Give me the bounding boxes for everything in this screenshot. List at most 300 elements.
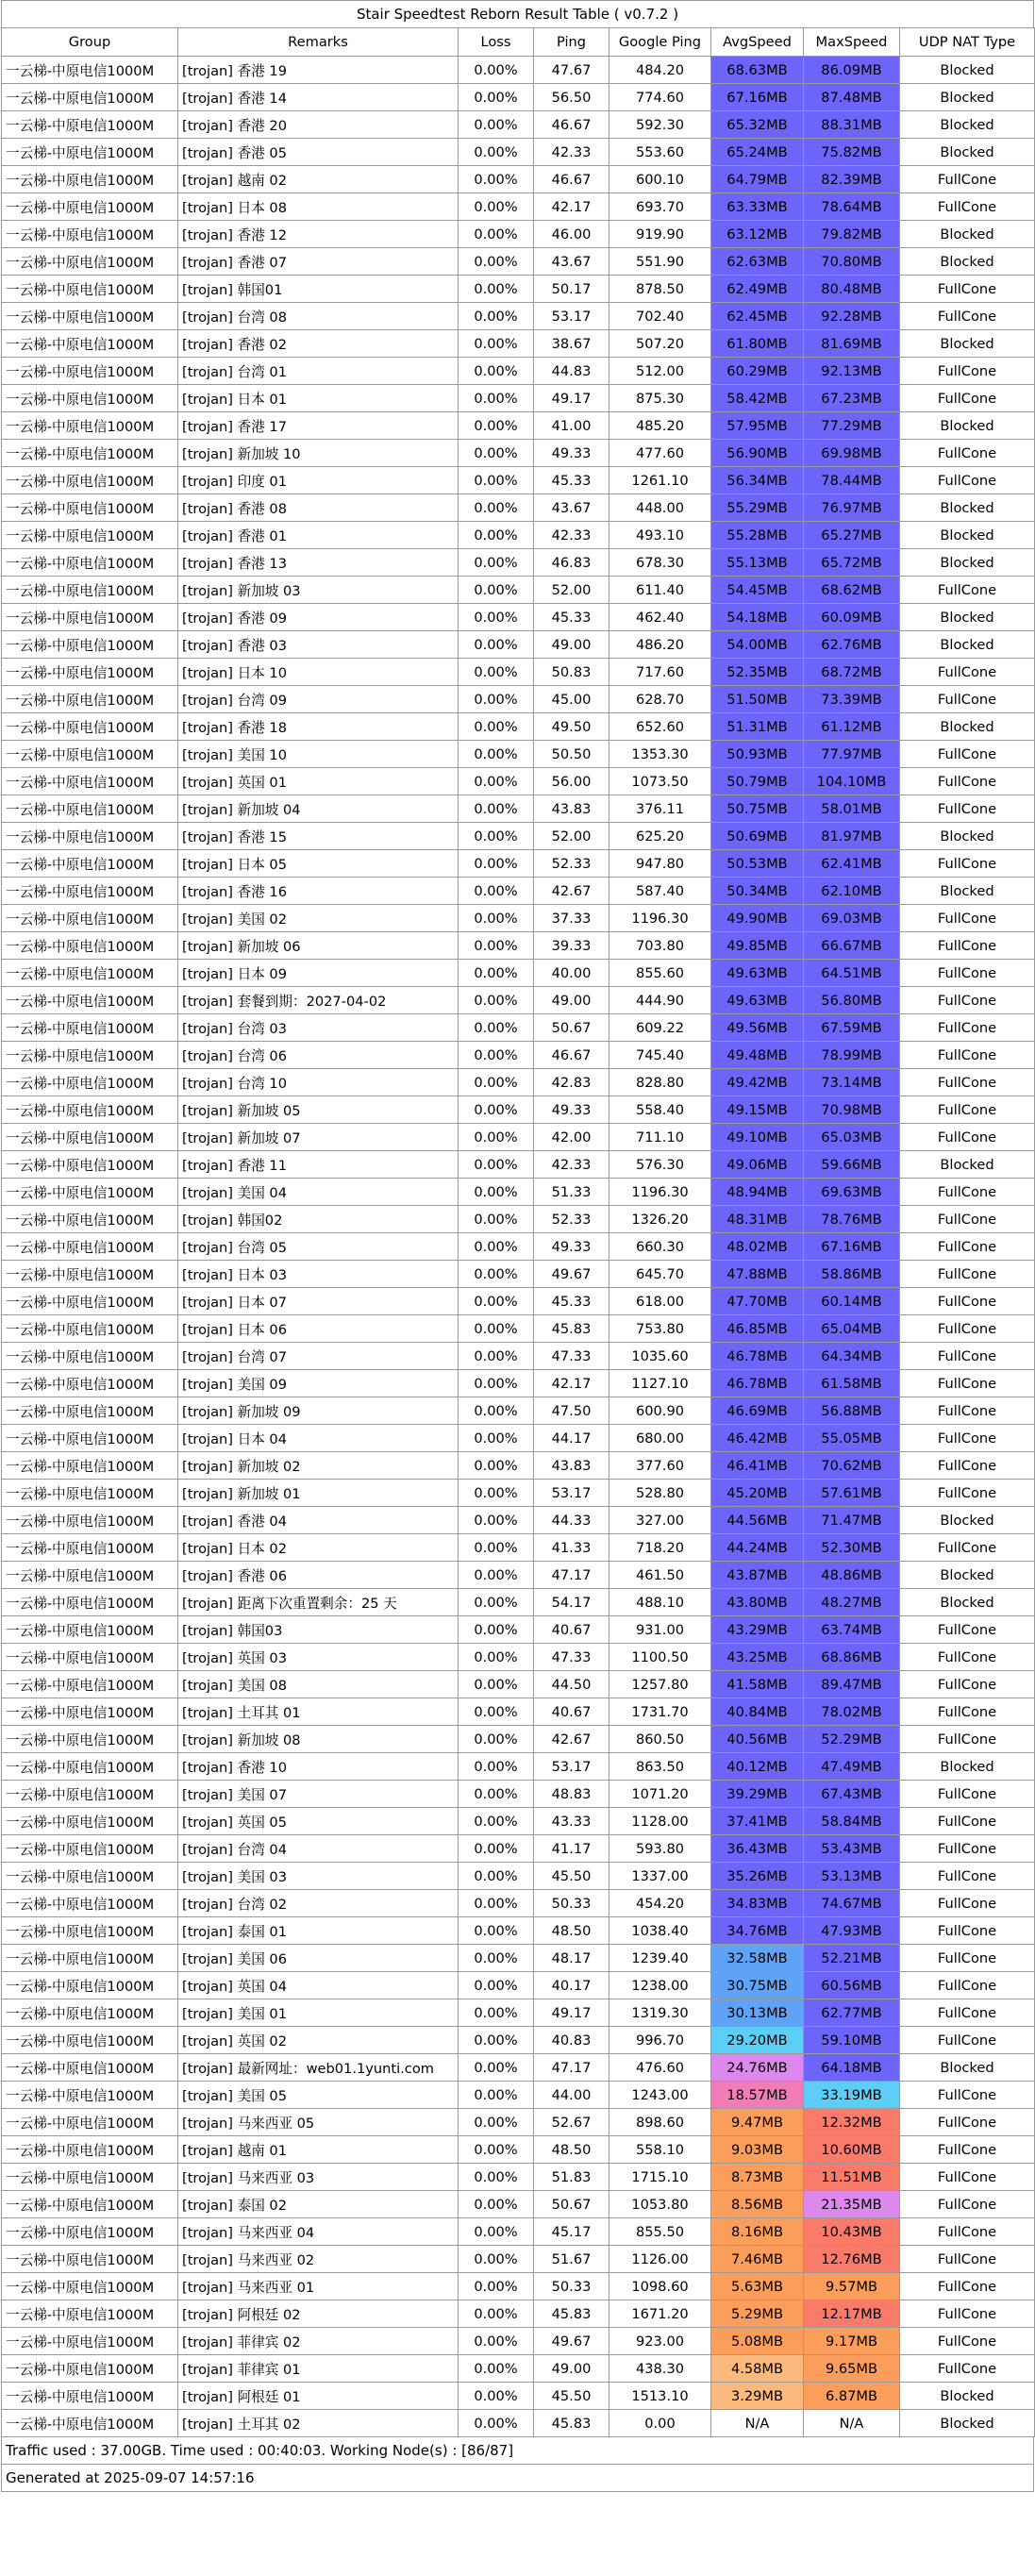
remarks-cell: [trojan] 美国 08 [178,1671,459,1698]
udp-nat-cell: FullCone [900,932,1035,960]
ping-cell: 56.00 [534,768,609,795]
loss-cell: 0.00% [459,1507,534,1534]
udp-nat-cell: FullCone [900,1042,1035,1069]
avg-speed-cell: 46.42MB [711,1425,804,1452]
max-speed-cell: 10.60MB [804,2136,900,2164]
loss-cell: 0.00% [459,768,534,795]
google-ping-cell: 611.40 [609,577,711,604]
group-cell: 一云梯-中原电信1000M [2,987,178,1014]
ping-cell: 52.67 [534,2109,609,2136]
max-speed-cell: 67.59MB [804,1014,900,1042]
loss-cell: 0.00% [459,330,534,358]
google-ping-cell: 996.70 [609,2027,711,2054]
table-row [2,1042,1035,1069]
max-speed-cell: 78.64MB [804,193,900,221]
loss-cell: 0.00% [459,1096,534,1124]
loss-cell: 0.00% [459,1151,534,1179]
col-header-google-ping: Google Ping [609,28,711,57]
table-row [2,1753,1035,1781]
loss-cell: 0.00% [459,2383,534,2410]
google-ping-cell: 855.60 [609,960,711,987]
ping-cell: 42.17 [534,1370,609,1397]
udp-nat-cell: FullCone [900,276,1035,303]
udp-nat-cell: Blocked [900,111,1035,139]
avg-speed-cell: 49.42MB [711,1069,804,1096]
remarks-cell: [trojan] 马来西亚 05 [178,2109,459,2136]
remarks-cell: [trojan] 台湾 06 [178,1042,459,1069]
table-row [2,1480,1035,1507]
ping-cell: 46.00 [534,221,609,248]
max-speed-cell: 73.39MB [804,686,900,713]
google-ping-cell: 1257.80 [609,1671,711,1698]
loss-cell: 0.00% [459,878,534,905]
avg-speed-cell: 44.56MB [711,1507,804,1534]
max-speed-cell: 73.14MB [804,1069,900,1096]
table-row [2,850,1035,878]
udp-nat-cell: FullCone [900,1397,1035,1425]
ping-cell: 50.50 [534,741,609,768]
ping-cell: 42.17 [534,193,609,221]
group-cell: 一云梯-中原电信1000M [2,1726,178,1753]
group-cell: 一云梯-中原电信1000M [2,905,178,932]
avg-speed-cell: 65.24MB [711,139,804,166]
avg-speed-cell: 49.85MB [711,932,804,960]
table-row [2,57,1035,84]
google-ping-cell: 1513.10 [609,2383,711,2410]
group-cell: 一云梯-中原电信1000M [2,1808,178,1835]
udp-nat-cell: FullCone [900,1726,1035,1753]
google-ping-cell: 1731.70 [609,1698,711,1726]
udp-nat-cell: FullCone [900,1835,1035,1863]
avg-speed-cell: 65.32MB [711,111,804,139]
loss-cell: 0.00% [459,1917,534,1945]
google-ping-cell: 454.20 [609,1890,711,1917]
ping-cell: 40.17 [534,1972,609,1999]
google-ping-cell: 1071.20 [609,1781,711,1808]
col-header-udp-nat: UDP NAT Type [900,28,1035,57]
group-cell: 一云梯-中原电信1000M [2,385,178,412]
remarks-cell: [trojan] 台湾 02 [178,1890,459,1917]
avg-speed-cell: 46.41MB [711,1452,804,1480]
table-row [2,1425,1035,1452]
table-row [2,84,1035,111]
loss-cell: 0.00% [459,1480,534,1507]
max-speed-cell: 60.09MB [804,604,900,631]
loss-cell: 0.00% [459,1124,534,1151]
loss-cell: 0.00% [459,905,534,932]
group-cell: 一云梯-中原电信1000M [2,1917,178,1945]
avg-speed-cell: 44.24MB [711,1534,804,1562]
ping-cell: 45.33 [534,604,609,631]
avg-speed-cell: 49.48MB [711,1042,804,1069]
max-speed-cell: 77.29MB [804,412,900,440]
loss-cell: 0.00% [459,2054,534,2082]
ping-cell: 45.50 [534,1863,609,1890]
avg-speed-cell: 60.29MB [711,358,804,385]
avg-speed-cell: 49.56MB [711,1014,804,1042]
loss-cell: 0.00% [459,1753,534,1781]
ping-cell: 49.33 [534,1233,609,1261]
ping-cell: 45.33 [534,467,609,494]
loss-cell: 0.00% [459,1261,534,1288]
ping-cell: 52.00 [534,823,609,850]
max-speed-cell: 70.62MB [804,1452,900,1480]
table-row [2,1589,1035,1616]
ping-cell: 44.17 [534,1425,609,1452]
ping-cell: 50.67 [534,1014,609,1042]
avg-speed-cell: 8.16MB [711,2218,804,2246]
udp-nat-cell: FullCone [900,1698,1035,1726]
google-ping-cell: 919.90 [609,221,711,248]
avg-speed-cell: 43.29MB [711,1616,804,1644]
group-cell: 一云梯-中原电信1000M [2,84,178,111]
ping-cell: 44.00 [534,2082,609,2109]
udp-nat-cell: Blocked [900,1589,1035,1616]
group-cell: 一云梯-中原电信1000M [2,1890,178,1917]
table-row [2,2082,1035,2109]
ping-cell: 43.83 [534,795,609,823]
max-speed-cell: 61.58MB [804,1370,900,1397]
google-ping-cell: 860.50 [609,1726,711,1753]
remarks-cell: [trojan] 香港 02 [178,330,459,358]
max-speed-cell: 69.03MB [804,905,900,932]
google-ping-cell: 493.10 [609,522,711,549]
loss-cell: 0.00% [459,1945,534,1972]
remarks-cell: [trojan] 韩国03 [178,1616,459,1644]
remarks-cell: [trojan] 美国 07 [178,1781,459,1808]
ping-cell: 53.17 [534,303,609,330]
max-speed-cell: 76.97MB [804,494,900,522]
google-ping-cell: 484.20 [609,57,711,84]
udp-nat-cell: FullCone [900,1616,1035,1644]
google-ping-cell: 444.90 [609,987,711,1014]
google-ping-cell: 600.10 [609,166,711,193]
ping-cell: 51.67 [534,2246,609,2273]
loss-cell: 0.00% [459,850,534,878]
group-cell: 一云梯-中原电信1000M [2,1671,178,1698]
max-speed-cell: 59.10MB [804,2027,900,2054]
avg-speed-cell: 50.93MB [711,741,804,768]
max-speed-cell: 67.23MB [804,385,900,412]
table-row [2,385,1035,412]
loss-cell: 0.00% [459,1534,534,1562]
ping-cell: 47.50 [534,1397,609,1425]
udp-nat-cell: FullCone [900,2328,1035,2355]
remarks-cell: [trojan] 美国 09 [178,1370,459,1397]
group-cell: 一云梯-中原电信1000M [2,1616,178,1644]
loss-cell: 0.00% [459,2082,534,2109]
group-cell: 一云梯-中原电信1000M [2,2383,178,2410]
remarks-cell: [trojan] 日本 06 [178,1315,459,1343]
max-speed-cell: 65.04MB [804,1315,900,1343]
avg-speed-cell: 47.88MB [711,1261,804,1288]
remarks-cell: [trojan] 马来西亚 02 [178,2246,459,2273]
group-cell: 一云梯-中原电信1000M [2,1781,178,1808]
table-row [2,440,1035,467]
max-speed-cell: 60.14MB [804,1288,900,1315]
table-row [2,768,1035,795]
group-cell: 一云梯-中原电信1000M [2,467,178,494]
google-ping-cell: 327.00 [609,1507,711,1534]
max-speed-cell: 82.39MB [804,166,900,193]
max-speed-cell: 88.31MB [804,111,900,139]
google-ping-cell: 863.50 [609,1753,711,1781]
ping-cell: 56.50 [534,84,609,111]
group-cell: 一云梯-中原电信1000M [2,1534,178,1562]
remarks-cell: [trojan] 台湾 09 [178,686,459,713]
remarks-cell: [trojan] 香港 09 [178,604,459,631]
group-cell: 一云梯-中原电信1000M [2,1425,178,1452]
group-cell: 一云梯-中原电信1000M [2,1507,178,1534]
udp-nat-cell: FullCone [900,2300,1035,2328]
ping-cell: 45.83 [534,2410,609,2437]
avg-speed-cell: 24.76MB [711,2054,804,2082]
ping-cell: 47.67 [534,57,609,84]
avg-speed-cell: 51.31MB [711,713,804,741]
max-speed-cell: 21.35MB [804,2191,900,2218]
max-speed-cell: 92.28MB [804,303,900,330]
loss-cell: 0.00% [459,659,534,686]
udp-nat-cell: FullCone [900,358,1035,385]
ping-cell: 49.00 [534,631,609,659]
remarks-cell: [trojan] 香港 06 [178,1562,459,1589]
remarks-cell: [trojan] 美国 02 [178,905,459,932]
google-ping-cell: 828.80 [609,1069,711,1096]
group-cell: 一云梯-中原电信1000M [2,1233,178,1261]
group-cell: 一云梯-中原电信1000M [2,494,178,522]
group-cell: 一云梯-中原电信1000M [2,1124,178,1151]
remarks-cell: [trojan] 香港 15 [178,823,459,850]
group-cell: 一云梯-中原电信1000M [2,2355,178,2383]
group-cell: 一云梯-中原电信1000M [2,1945,178,1972]
avg-speed-cell: 57.95MB [711,412,804,440]
google-ping-cell: 488.10 [609,1589,711,1616]
table-row [2,1726,1035,1753]
group-cell: 一云梯-中原电信1000M [2,193,178,221]
avg-speed-cell: 39.29MB [711,1781,804,1808]
remarks-cell: [trojan] 韩国02 [178,1206,459,1233]
result-sheet [1,0,1034,2492]
group-cell: 一云梯-中原电信1000M [2,960,178,987]
remarks-cell: [trojan] 台湾 04 [178,1835,459,1863]
udp-nat-cell: Blocked [900,248,1035,276]
table-row [2,1096,1035,1124]
loss-cell: 0.00% [459,1562,534,1589]
avg-speed-cell: 8.56MB [711,2191,804,2218]
google-ping-cell: 923.00 [609,2328,711,2355]
table-row [2,1315,1035,1343]
group-cell: 一云梯-中原电信1000M [2,276,178,303]
group-cell: 一云梯-中原电信1000M [2,1397,178,1425]
group-cell: 一云梯-中原电信1000M [2,1014,178,1042]
ping-cell: 49.33 [534,1096,609,1124]
ping-cell: 37.33 [534,905,609,932]
loss-cell: 0.00% [459,987,534,1014]
table-row [2,741,1035,768]
udp-nat-cell: Blocked [900,139,1035,166]
remarks-cell: [trojan] 新加坡 07 [178,1124,459,1151]
remarks-cell: [trojan] 香港 10 [178,1753,459,1781]
group-cell: 一云梯-中原电信1000M [2,1562,178,1589]
google-ping-cell: 855.50 [609,2218,711,2246]
udp-nat-cell: FullCone [900,1206,1035,1233]
group-cell: 一云梯-中原电信1000M [2,1042,178,1069]
avg-speed-cell: 49.10MB [711,1124,804,1151]
table-row [2,2109,1035,2136]
ping-cell: 49.00 [534,987,609,1014]
udp-nat-cell: Blocked [900,2383,1035,2410]
table-row [2,987,1035,1014]
max-speed-cell: 53.43MB [804,1835,900,1863]
loss-cell: 0.00% [459,385,534,412]
avg-speed-cell: 50.79MB [711,768,804,795]
udp-nat-cell: FullCone [900,960,1035,987]
max-speed-cell: 56.88MB [804,1397,900,1425]
remarks-cell: [trojan] 台湾 03 [178,1014,459,1042]
group-cell: 一云梯-中原电信1000M [2,412,178,440]
google-ping-cell: 898.60 [609,2109,711,2136]
table-row [2,1863,1035,1890]
udp-nat-cell: FullCone [900,1370,1035,1397]
google-ping-cell: 693.70 [609,193,711,221]
google-ping-cell: 717.60 [609,659,711,686]
udp-nat-cell: FullCone [900,577,1035,604]
table-row [2,1014,1035,1042]
ping-cell: 42.00 [534,1124,609,1151]
remarks-cell: [trojan] 香港 01 [178,522,459,549]
max-speed-cell: 52.21MB [804,1945,900,1972]
group-cell: 一云梯-中原电信1000M [2,111,178,139]
google-ping-cell: 931.00 [609,1616,711,1644]
loss-cell: 0.00% [459,1890,534,1917]
udp-nat-cell: FullCone [900,905,1035,932]
max-speed-cell: 86.09MB [804,57,900,84]
udp-nat-cell: FullCone [900,2273,1035,2300]
max-speed-cell: 81.97MB [804,823,900,850]
table-body [2,57,1035,2437]
ping-cell: 53.17 [534,1753,609,1781]
google-ping-cell: 1715.10 [609,2164,711,2191]
udp-nat-cell: FullCone [900,1917,1035,1945]
loss-cell: 0.00% [459,193,534,221]
google-ping-cell: 680.00 [609,1425,711,1452]
group-cell: 一云梯-中原电信1000M [2,2246,178,2273]
header-row [2,28,1035,57]
udp-nat-cell: Blocked [900,522,1035,549]
remarks-cell: [trojan] 美国 05 [178,2082,459,2109]
udp-nat-cell: Blocked [900,84,1035,111]
ping-cell: 49.00 [534,2355,609,2383]
table-row [2,2191,1035,2218]
col-header-group: Group [2,28,178,57]
max-speed-cell: 48.86MB [804,1562,900,1589]
avg-speed-cell: 61.80MB [711,330,804,358]
avg-speed-cell: 51.50MB [711,686,804,713]
table-row [2,1890,1035,1917]
table-row [2,1808,1035,1835]
loss-cell: 0.00% [459,248,534,276]
loss-cell: 0.00% [459,2355,534,2383]
loss-cell: 0.00% [459,604,534,631]
loss-cell: 0.00% [459,111,534,139]
group-cell: 一云梯-中原电信1000M [2,2328,178,2355]
ping-cell: 49.33 [534,440,609,467]
table-row [2,2136,1035,2164]
google-ping-cell: 377.60 [609,1452,711,1480]
col-header-avg-speed: AvgSpeed [711,28,804,57]
remarks-cell: [trojan] 土耳其 01 [178,1698,459,1726]
ping-cell: 45.83 [534,1315,609,1343]
max-speed-cell: 77.97MB [804,741,900,768]
udp-nat-cell: Blocked [900,57,1035,84]
avg-speed-cell: 9.03MB [711,2136,804,2164]
loss-cell: 0.00% [459,1233,534,1261]
ping-cell: 49.67 [534,1261,609,1288]
ping-cell: 46.67 [534,166,609,193]
max-speed-cell: 12.17MB [804,2300,900,2328]
google-ping-cell: 0.00 [609,2410,711,2437]
ping-cell: 47.17 [534,2054,609,2082]
google-ping-cell: 592.30 [609,111,711,139]
max-speed-cell: 64.34MB [804,1343,900,1370]
table-row [2,549,1035,577]
generated-time: Generated at 2025-09-07 14:57:16 [1,2465,1034,2492]
avg-speed-cell: 47.70MB [711,1288,804,1315]
loss-cell: 0.00% [459,2328,534,2355]
remarks-cell: [trojan] 英国 02 [178,2027,459,2054]
google-ping-cell: 558.10 [609,2136,711,2164]
avg-speed-cell: 3.29MB [711,2383,804,2410]
table-row [2,1452,1035,1480]
avg-speed-cell: 46.78MB [711,1343,804,1370]
group-cell: 一云梯-中原电信1000M [2,1999,178,2027]
ping-cell: 50.83 [534,659,609,686]
group-cell: 一云梯-中原电信1000M [2,659,178,686]
table-row [2,2383,1035,2410]
loss-cell: 0.00% [459,2273,534,2300]
group-cell: 一云梯-中原电信1000M [2,1288,178,1315]
table-row [2,2246,1035,2273]
avg-speed-cell: 50.75MB [711,795,804,823]
avg-speed-cell: 49.90MB [711,905,804,932]
loss-cell: 0.00% [459,1726,534,1753]
avg-speed-cell: 54.18MB [711,604,804,631]
ping-cell: 43.67 [534,248,609,276]
avg-speed-cell: 50.53MB [711,850,804,878]
max-speed-cell: 53.13MB [804,1863,900,1890]
avg-speed-cell: 48.02MB [711,1233,804,1261]
avg-speed-cell: 30.13MB [711,1999,804,2027]
remarks-cell: [trojan] 香港 08 [178,494,459,522]
remarks-cell: [trojan] 新加坡 04 [178,795,459,823]
avg-speed-cell: N/A [711,2410,804,2437]
group-cell: 一云梯-中原电信1000M [2,577,178,604]
ping-cell: 42.83 [534,1069,609,1096]
loss-cell: 0.00% [459,1671,534,1698]
google-ping-cell: 1053.80 [609,2191,711,2218]
avg-speed-cell: 5.63MB [711,2273,804,2300]
remarks-cell: [trojan] 香港 16 [178,878,459,905]
google-ping-cell: 1353.30 [609,741,711,768]
max-speed-cell: 65.72MB [804,549,900,577]
udp-nat-cell: Blocked [900,330,1035,358]
group-cell: 一云梯-中原电信1000M [2,1206,178,1233]
udp-nat-cell: FullCone [900,440,1035,467]
traffic-summary: Traffic used : 37.00GB. Time used : 00:40:03. Working Node(s) : [86/87] [1,2437,1034,2465]
loss-cell: 0.00% [459,57,534,84]
col-header-loss: Loss [459,28,534,57]
loss-cell: 0.00% [459,1042,534,1069]
